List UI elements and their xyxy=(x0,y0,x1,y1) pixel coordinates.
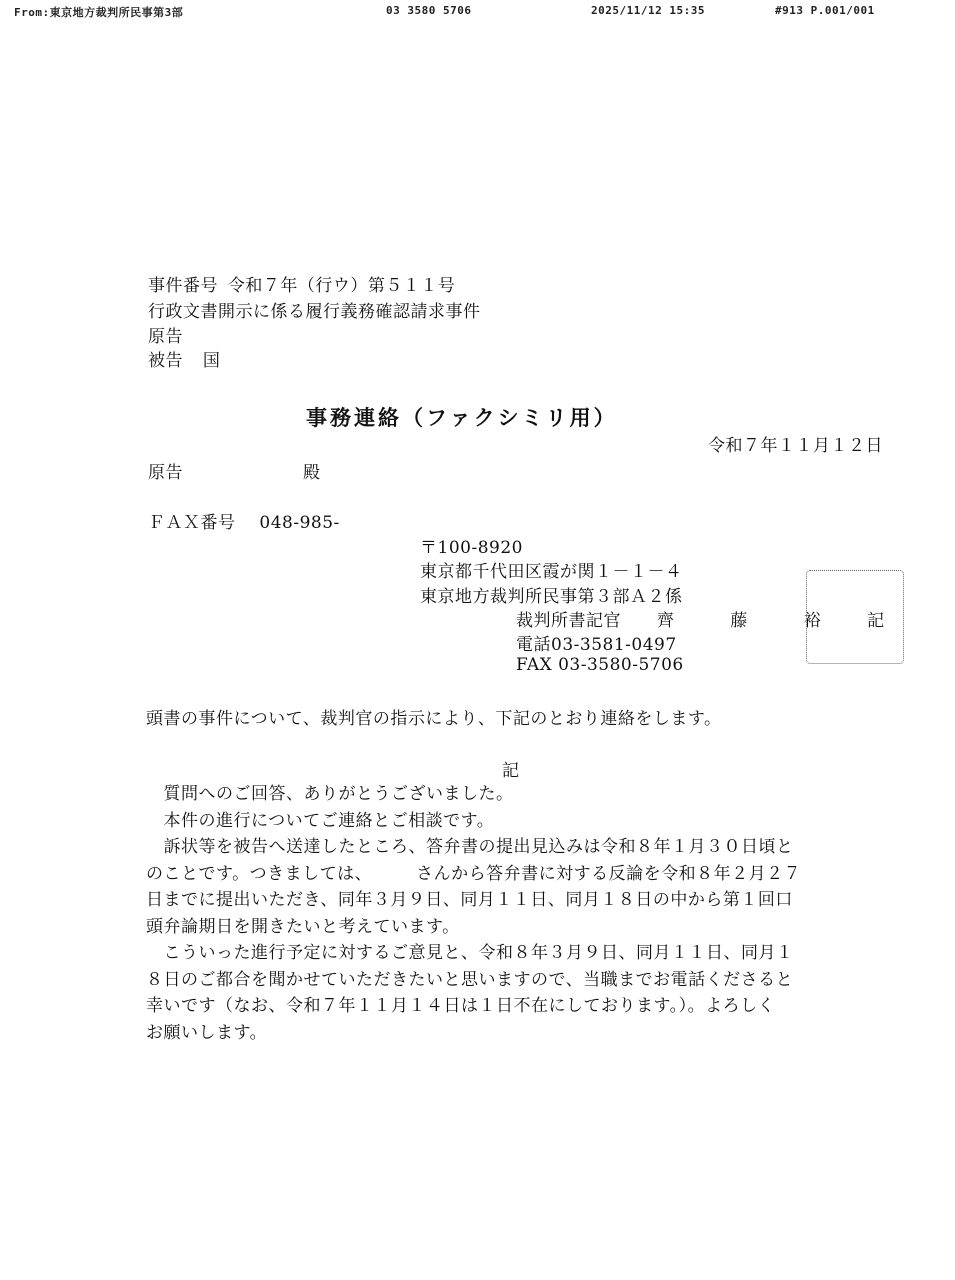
defendant-name: 国 xyxy=(202,351,221,371)
fax-phone: 03 3580 5706 xyxy=(386,4,472,17)
ki-heading: 記 xyxy=(502,761,520,781)
intro-text: 頭書の事件について、裁判官の指示により、下記のとおり連絡をします。 xyxy=(146,709,722,729)
fax-header xyxy=(0,4,955,18)
clerk-name-1: 齊 xyxy=(656,611,675,631)
recipient-label: 原告 xyxy=(148,463,183,483)
clerk-name-3: 裕 xyxy=(803,611,822,631)
plaintiff-label: 原告 xyxy=(148,327,183,347)
document-date: 令和７年１１月１２日 xyxy=(708,436,883,456)
fax-from: From:東京地方裁判所民事第3部 xyxy=(14,6,184,19)
sender-tel: 電話03-3581-0497 xyxy=(516,635,677,655)
clerk-suffix: 記 xyxy=(867,611,885,631)
paragraph-2: 本件の進行についてご連絡とご相談です。 xyxy=(146,810,495,831)
fax-number-label: ＦＡＸ番号 xyxy=(148,513,236,533)
case-number: 令和７年（行ウ）第５１１号 xyxy=(227,276,456,296)
sender-address: 東京都千代田区霞が関１－１－４ xyxy=(420,562,683,582)
paragraph-1: 質問へのご回答、ありがとうございました。 xyxy=(146,784,514,804)
case-name: 行政文書開示に係る履行義務確認請求事件 xyxy=(148,302,481,322)
clerk-name-2: 藤 xyxy=(730,611,748,631)
sender-office: 東京地方裁判所民事第３部Ａ２係 xyxy=(420,587,683,607)
fax-datetime: 2025/11/12 15:35 xyxy=(591,4,705,17)
sender-fax: FAX 03-3580-5706 xyxy=(516,655,684,675)
paragraph-4: こういった進行予定に対するご意見と、令和８年３月９日、同月１１日、同月１ ８日のご都合を聞かせていただきたいと思いますので、当職までお電話くださると 幸いです（なお、令和７年１１月１４日は１日不在にしております。）。よろしく お願いします。 xyxy=(146,943,794,1043)
body-paragraphs xyxy=(146,781,870,1046)
recipient-fax-line xyxy=(148,508,340,533)
fax-number: 048-985- xyxy=(259,513,340,533)
defendant-line xyxy=(148,346,220,371)
sender-postal: 〒100-8920 xyxy=(420,538,523,558)
case-number-label: 事件番号 xyxy=(148,276,218,296)
fax-page: #913 P.001/001 xyxy=(775,4,875,17)
recipient-honorific: 殿 xyxy=(303,463,321,483)
case-number-line xyxy=(148,271,455,296)
clerk-title: 裁判所書記官 xyxy=(516,611,621,631)
paragraph-3: 訴状等を被告へ送達したところ、答弁書の提出見込みは令和８年１月３０日頃と のことです。つきましては、 さんから答弁書に対する反論を令和８年２月２７ 日までに提出いただき、同年３月９日、同月１１日、同月１８日の中から第１回口 頭弁論期日を開きたいと考えています。 xyxy=(146,837,802,937)
document-title: 事務連絡（ファクシミリ用） xyxy=(306,405,618,430)
defendant-label: 被告 xyxy=(148,351,183,371)
seal-stamp xyxy=(803,570,904,664)
